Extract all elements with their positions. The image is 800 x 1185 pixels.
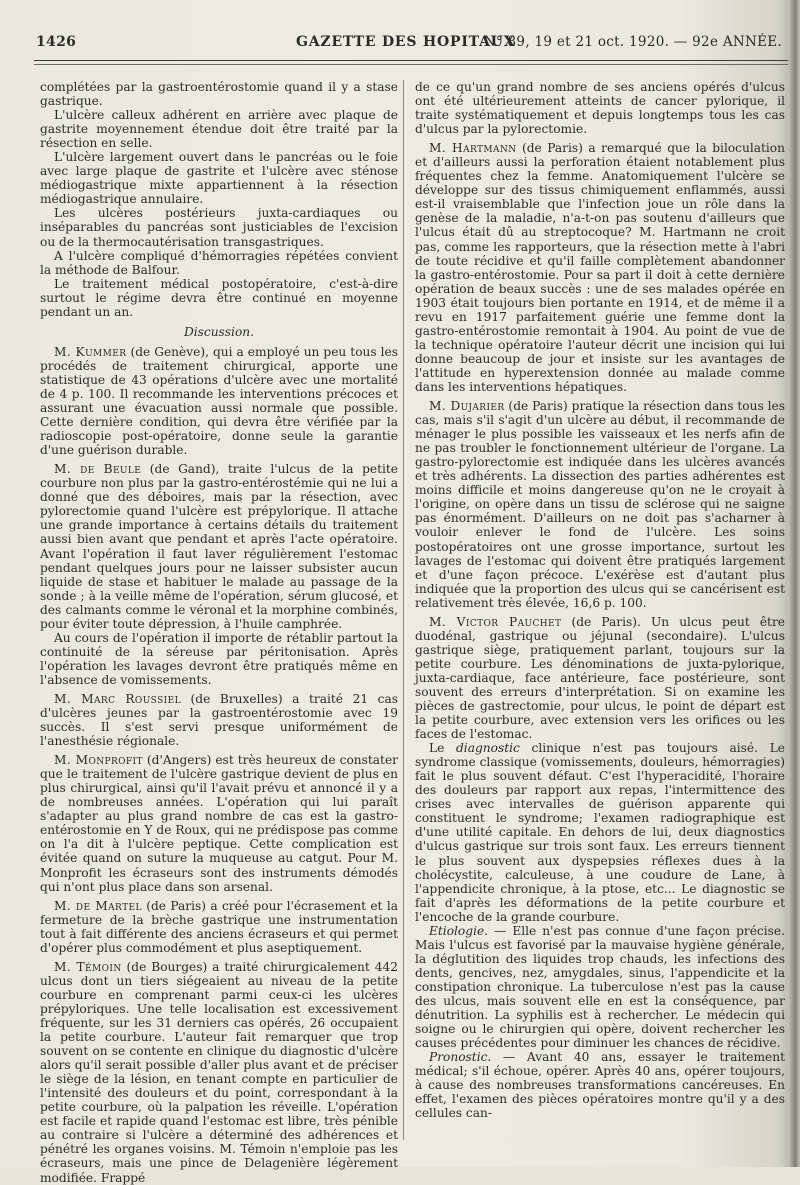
paragraph-hartmann <box>415 141 785 394</box>
page-number: 1426 <box>36 34 77 50</box>
paragraph: A l'ulcère compliqué d'hémorragies répétées convient la méthode de Balfour. <box>40 248 398 277</box>
paragraph-etiologie <box>415 924 785 1050</box>
paragraph: L'ulcère calleux adhérent en arrière avec plaque de gastrite moyennement étendue doit être traité par la résection en selle. <box>40 108 398 151</box>
paragraph-temoin <box>40 960 398 1185</box>
paragraph-text: (de Bruxelles) a traité 21 cas d'ulcères jeunes par la gastroentérostomie avec 19 succès. Il s'est servi presque uniformément de l'anesthésie régionale. <box>40 691 398 749</box>
paragraph-martel <box>40 899 398 955</box>
paragraph-text: — Elle n'est pas connue d'une façon précise. Mais l'ulcus est favorisé par la mauvaise hygiène générale, la déglutition des liquides trop chauds, les infections des dents, gencives, nez, amygdales, sinus, l'appendicite et la constipation chronique. La tuberculose n'est pas la cause des ulcus, mais souvent elle en est la conséquence, par dénutrition. La syphilis est à rechercher. Le médecin qui soigne ou le chirurgien qui opère, doivent rechercher les causes précédentes pour diminuer les chances de récidive. <box>415 923 785 1051</box>
paragraph-text: (de Paris). Un ulcus peut être duodénal, gastrique ou jéjunal (secondaire). L'ulcus gastrique siège, pratiquement parlant, toujours sur la petite courbure. Les dénominations de juxta-pylorique, juxta-cardiaque, face antérieure, face postérieure, sont souvent des erreurs d'interprétation. Si on examine les pièces de gastrectomie, pour ulcus, le point de départ est la petite courbure, avec extension vers les orifices ou les faces de l'estomac. <box>415 614 785 742</box>
paragraph: L'ulcère largement ouvert dans le pancréas ou le foie avec large plaque de gastrite et l'ulcère avec sténose médiogastrique mixte appartiennent à la résection médiogastrique annulaire. <box>40 150 398 207</box>
speaker-name: M. Marc Roussiel <box>54 691 181 706</box>
paragraph-dujarier <box>415 399 785 610</box>
speaker-name: M. Témoin <box>54 959 122 974</box>
right-column <box>415 80 785 1120</box>
paragraph: de ce qu'un grand nombre de ses anciens opérés d'ulcus ont été ultérieurement atteints de cancer pylorique, il traite systématiquement et depuis longtemps tous les cas d'ulcus par la pylorectomie. <box>415 80 785 137</box>
column-divider <box>403 80 404 1140</box>
paragraph-roussiel <box>40 692 398 748</box>
paragraph: Les ulcères postérieurs juxta-cardiaques ou inséparables du pancréas sont justiciables de l'excision ou de la thermocautérisation transgastriques. <box>40 206 398 249</box>
journal-title: GAZETTE DES HOPITAUX <box>296 34 516 50</box>
italic-term: Pronostic. <box>429 1050 492 1065</box>
speaker-name: M. Victor Pauchet <box>429 614 562 629</box>
speaker-name: M. de Beule <box>54 462 142 477</box>
speaker-name: M. Dujarier <box>429 399 505 414</box>
paragraph-monprofit <box>40 753 398 893</box>
section-heading: Discussion. <box>183 324 255 339</box>
paragraph-diagnostic <box>415 741 785 924</box>
paragraph-text: (de Paris) pratique la résection dans tous les cas, mais s'il s'agit d'un ulcère au début, il recommande de ménager le plus possible les vaisseaux et les nerfs afin de ne pas troubler le fonctionnement ultérieur de l'organe. La gastro-pylorectomie est indiquée dans les ulcères avancés et très adhérents. La dissection des parties adhérentes est moins difficile et moins dangereuse qu'on ne le croyait à l'origine, on opère dans un tissu de sclérose qui ne saigne pas énormément. D'ailleurs on ne doit pas s'acharner à vouloir enlever le fond de l'ulcère. Les soins postopératoires ont une grosse importance, surtout les lavages de l'estomac qui doivent être pratiqués largement et d'une façon précoce. L'exérèse est d'autant plus indiquée que la proportion des ulcus qui se cancérisent est relativement très élevée, 16,6 p. 100. <box>415 399 785 610</box>
paragraph-text: clinique n'est pas toujours aisé. Le syndrome classique (vomissements, douleurs, hémorragies) fait le plus souvent défaut. C'est l'hyperacidité, l'horaire des douleurs par rapport aux repas, l'intermittence des crises avec intervalles de guérison apparente qui constituent le syndrome; l'examen radiographique est d'une utilité capitale. En dehors de lui, deux diagnostics d'ulcus gastrique sur trois sont faux. Les erreurs tiennent le plus souvent aux dyspepsies réflexes dues à la cholécystite, calculeuse, à une coudure de Lane, à l'appendicite chronique, à la ptose, etc... Le diagnostic se fait d'après les déformations de la petite courbure et l'encoche de la grande courbure. <box>415 741 785 924</box>
paragraph: Au cours de l'opération il importe de rétablir partout la continuité de la séreuse par péritonisation. Après l'opération les lavages devront être pratiqués même en l'absence de vomissements. <box>40 630 398 687</box>
italic-term: Etiologie. <box>429 923 489 938</box>
speaker-name: M. Hartmann <box>429 141 517 156</box>
paragraph-kummer <box>40 345 398 457</box>
paragraph-pronostic <box>415 1050 785 1120</box>
italic-term: diagnostic <box>456 741 520 756</box>
speaker-name: M. de Martel <box>54 898 142 913</box>
speaker-name: M. Kummer <box>54 344 127 359</box>
paragraph-beule <box>40 462 398 631</box>
paragraph-text: (de Gand), traite l'ulcus de la petite courbure non plus par la gastro-entérostémie qui ne lui a donné que des déboires, mais par la résection, avec pylorectomie quand l'ulcère est prépylorique. Il attache une grande importance à certains détails du traitement aussi bien avant que pendant et après l'acte opératoire. Avant l'opération il faut laver régulièrement l'estomac pendant quelques jours pour ne laisser subsister aucun liquide de stase et habituer le malade au passage de la sonde ; à la veille même de l'opération, sérum glucosé, et des calmants comme le véronal et la morphine combinés, pour éviter toute dépression, à l'huile camphrée. <box>40 462 398 631</box>
paragraph-text: (de Bourges) a traité chirurgicalement 442 ulcus dont un tiers siégeaient au niveau de la petite courbure en comprenant parmi ceux-ci les ulcères prépyloriques. Une telle localisation est excessivement fréquente, sur les 31 derniers cas opérés, 26 occupaient la petite courbure. L'auteur fait remarquer que trop souvent on se contente en clinique du diagnostic d'ulcère alors qu'il serait possible d'aller plus avant et de préciser le siège de la lésion, en tenant compte en particulier de l'intensité des douleurs et du point, correspondant à la petite courbure, où la palpation les réveille. L'opération est facile et rapide quand l'estomac est libre, très pénible au contraire si l'ulcère a déterminé des adhérences et pénétré les organes voisins. M. Témoin n'emploie pas les écraseurs, mais une pince de Delagenière légèrement modifiée. Frappé <box>40 959 398 1185</box>
speaker-name: M. Monprofit <box>54 753 143 768</box>
paragraph-text: (de Paris) a créé pour l'écrasement et la fermeture de la brèche gastrique une instrumentation tout à fait différente des anciens écraseurs et qui permet d'opérer plus commodément et plus aseptiquement. <box>40 898 398 955</box>
paragraph-text: (de Genève), qui a employé un peu tous les procédés de traitement chirurgical, apporte une statistique de 43 opérations d'ulcère avec une mortalité de 4 p. 100. Il recommande les interventions précoces et assurant une évacuation aussi normale que possible. Cette dernière condition, qui devra être vérifiée par la radioscopie post-opératoire, donne seule la garantie d'une guérison durable. <box>40 344 399 458</box>
paragraph-text: (d'Angers) est très heureux de constater que le traitement de l'ulcère gastrique devient de plus en plus chirurgical, ainsi qu'il l'avait prévu et annoncé il y a de nombreuses années. L'opération qui lui paraît s'adapter au plus grand nombre de cas est la gastro-entérostomie en Y de Roux, qui ne prédispose pas comme on l'a dit à l'ulcère peptique. Cette complication est évitée quand on suture la muqueuse au catgut. Pour M. Monprofit les écraseurs sont des instruments démodés qui n'ont plus place dans son arsenal. <box>40 753 398 894</box>
left-column <box>40 80 398 1185</box>
header-rule-thin <box>34 64 788 65</box>
paragraph: Le traitement médical postopératoire, c'est-à-dire surtout le régime devra être continué en moyenne pendant un an. <box>40 276 398 319</box>
page-edge-shadow <box>788 0 800 1167</box>
page-header <box>36 34 788 56</box>
header-rule <box>34 60 788 61</box>
issue-info: N° 89, 19 et 21 oct. 1920. — 92e ANNÉE. <box>483 34 782 50</box>
paragraph-text: — Avant 40 ans, essayer le traitement médical; s'il échoue, opérer. Après 40 ans, opérer toujours, à cause des nombreuses transformations cancéreuses. En effet, l'examen des pièces opératoires montre qu'il y a des cellules can- <box>415 1050 785 1121</box>
paragraph: complétées par la gastroentérostomie quand il y a stase gastrique. <box>40 80 398 109</box>
paragraph-pauchet <box>415 615 785 741</box>
paragraph-text: (de Paris) a remarqué que la biloculation et d'ailleurs aussi la perforation étaient notablement plus fréquentes chez la femme. Anatomiquement l'ulcère se développe sur des tissus chimiquement enflammés, aussi est-il vraisemblable que l'infection joue un rôle dans la genèse de la maladie, n'a-t-on pas soutenu d'ailleurs que l'ulcus était dû au streptocoque? M. Hartmann ne croit pas, comme les rapporteurs, que la résection mette à l'abri de toute récidive et qu'il faille complètement abandonner la gastro-entérostomie. Pour sa part il doit à cette dernière opération de beaux succès : une de ses malades opérée en 1903 était toujours bien portante en 1914, et de même il a revu en 1917 parfaitement guérie une femme dont la gastro-entérostomie remontait à 1904. Au point de vue de la technique opératoire l'auteur décrit une incision qui lui donne beaucoup de jour et insiste sur les avantages de l'attitude en hyperextension donnée au malade comme dans les interventions hépatiques. <box>415 141 785 394</box>
paragraph-text: Le <box>429 741 456 756</box>
